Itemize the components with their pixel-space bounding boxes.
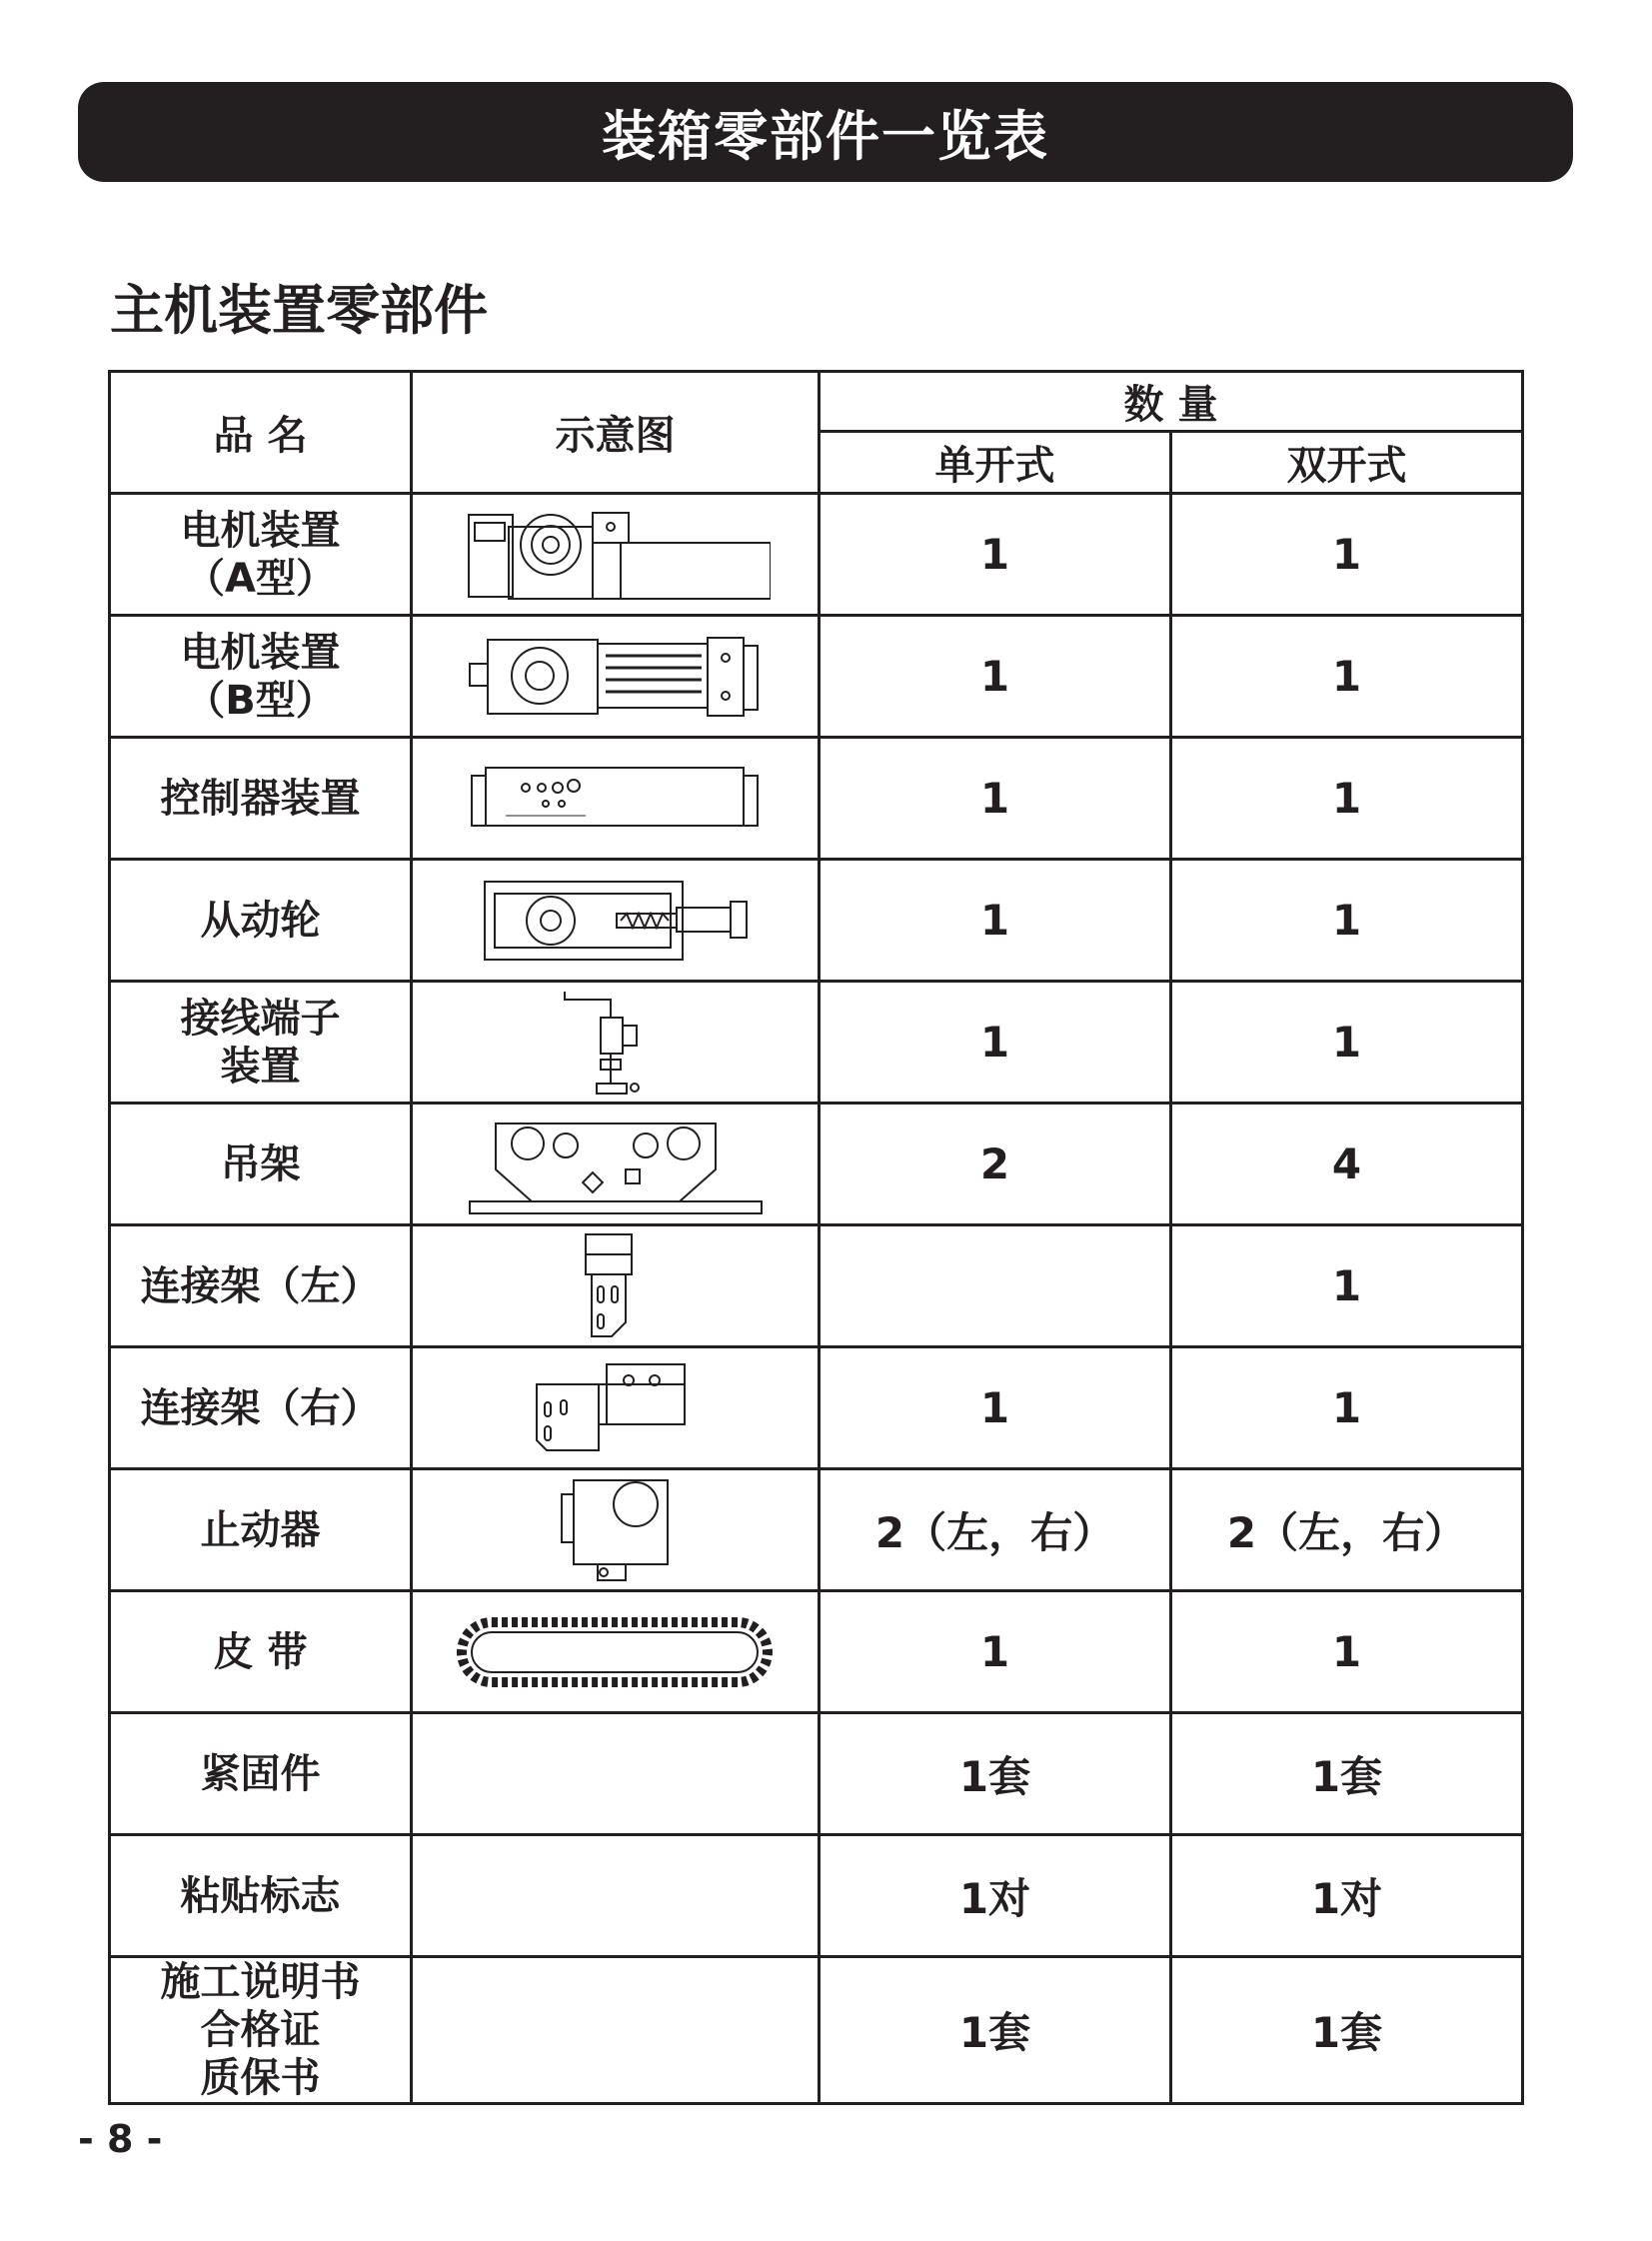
part-name-line: 从动轮 [200,897,321,944]
qty-double: 1套 [1171,1957,1523,2104]
qty-single: 2 [820,1104,1171,1225]
part-diagram [412,738,820,860]
qty-double: 4 [1171,1104,1523,1225]
qty-single: 1套 [820,1957,1171,2104]
qty-double: 1 [1171,860,1523,982]
part-name [110,860,412,982]
table-row [110,494,1523,616]
part-name-line: （A型） [185,555,336,602]
part-name [110,1225,412,1347]
table-row [110,616,1523,738]
qty-double: 1 [1171,1347,1523,1469]
banner [78,82,1573,182]
qty-double: 1 [1171,738,1523,860]
part-diagram [412,1104,820,1225]
part-diagram [412,1957,820,2104]
part-diagram [412,616,820,738]
qty-single: 1 [820,494,1171,616]
qty-double: 1 [1171,494,1523,616]
part-diagram [412,1469,820,1591]
qty-single: 1 [820,1591,1171,1713]
banner-title: 装箱零部件一览表 [602,104,1049,168]
part-name-line: 装置 [220,1043,301,1090]
table-row [110,1957,1523,2104]
part-diagram [412,860,820,982]
terminal-icon [413,988,818,1098]
table-row [110,1347,1523,1469]
qty-single: 1 [820,982,1171,1104]
part-diagram [412,494,820,616]
page-number: - 8 - [78,2117,163,2161]
qty-double: 1 [1171,982,1523,1104]
qty-double: 1对 [1171,1835,1523,1957]
idler-pulley-icon [413,876,818,966]
part-diagram [412,1225,820,1347]
motor-b-icon [413,632,818,722]
header-double: 双开式 [1171,432,1523,494]
table-row [110,1225,1523,1347]
table-row [110,860,1523,982]
part-name-line: 合格证 [200,2007,321,2053]
part-name [110,1713,412,1835]
qty-single: 1 [820,860,1171,982]
qty-double: 1 [1171,616,1523,738]
part-name [110,738,412,860]
part-name [110,1469,412,1591]
part-name [110,616,412,738]
qty-double: 1 [1171,1225,1523,1347]
qty-single: 1对 [820,1835,1171,1957]
part-diagram [412,1713,820,1835]
part-diagram [412,1591,820,1713]
part-name-line: 控制器装置 [160,775,361,822]
part-name-line: 连接架（右） [140,1384,381,1431]
part-name-line: 电机装置 [180,507,341,554]
qty-double: 2（左，右） [1171,1469,1523,1591]
qty-single: 2（左，右） [820,1469,1171,1591]
part-name-line: （B型） [185,677,336,724]
qty-double: 1 [1171,1591,1523,1713]
part-name [110,1104,412,1225]
part-diagram [412,982,820,1104]
table-row [110,1469,1523,1591]
motor-a-icon [413,505,818,605]
header-name: 品 名 [110,372,412,494]
part-name [110,494,412,616]
part-name-line: 皮 带 [213,1628,308,1675]
part-name-line: 电机装置 [180,629,341,676]
table-row [110,1591,1523,1713]
part-name-line: 紧固件 [200,1750,321,1797]
qty-single: 1 [820,616,1171,738]
controller-icon [413,764,818,834]
part-name [110,982,412,1104]
bracket-left-icon [413,1230,818,1342]
part-name [110,1591,412,1713]
qty-single [820,1225,1171,1347]
table-row [110,1104,1523,1225]
table-row [110,982,1523,1104]
stopper-icon [413,1474,818,1586]
bracket-right-icon [413,1360,818,1456]
section-title: 主机装置零部件 [110,279,488,342]
part-name-line: 施工说明书 [160,1959,361,2005]
part-name-line: 接线端子 [180,995,341,1042]
part-name-line: 止动器 [200,1506,321,1553]
table-row [110,1835,1523,1957]
belt-icon [413,1612,818,1692]
part-name [110,1347,412,1469]
part-diagram [412,1835,820,1957]
header-single: 单开式 [820,432,1171,494]
qty-single: 1 [820,1347,1171,1469]
qty-single: 1 [820,738,1171,860]
part-name-line: 质保书 [200,2055,321,2101]
part-name [110,1957,412,2104]
part-name-line: 吊架 [220,1140,301,1187]
part-name [110,1835,412,1957]
table-row [110,1713,1523,1835]
qty-single: 1套 [820,1713,1171,1835]
header-quantity: 数 量 [820,372,1523,432]
part-diagram [412,1347,820,1469]
header-diagram: 示意图 [412,372,820,494]
hanger-icon [413,1110,818,1219]
qty-double: 1套 [1171,1713,1523,1835]
part-name-line: 粘贴标志 [180,1872,341,1919]
part-name-line: 连接架（左） [140,1262,381,1309]
table-row [110,738,1523,860]
parts-table [108,370,1524,2105]
